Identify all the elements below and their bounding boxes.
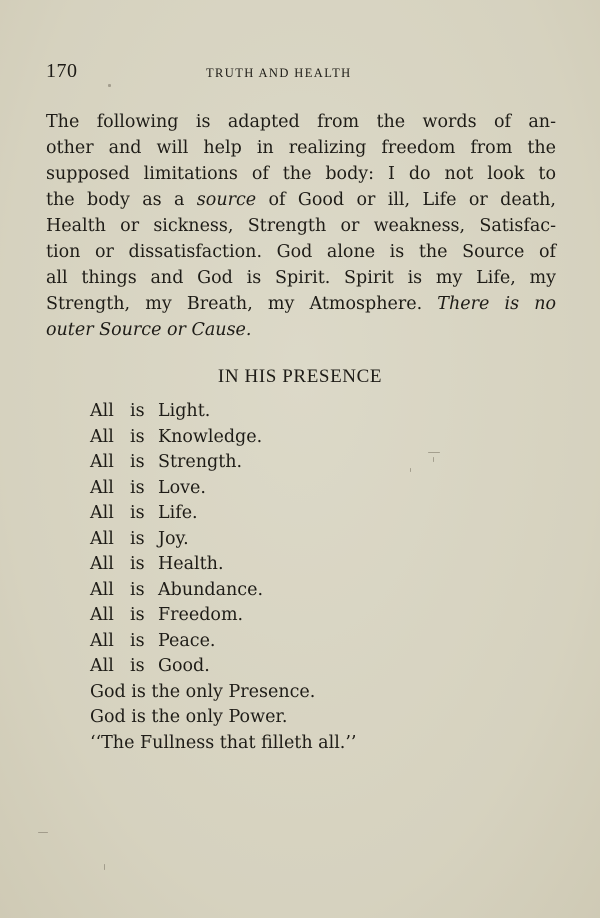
section-heading: IN HIS PRESENCE: [217, 366, 383, 387]
poem-word: is: [130, 605, 145, 625]
poem-word: is: [130, 401, 145, 421]
poem-word: is: [130, 630, 145, 651]
poem-word: Health.: [158, 554, 224, 574]
poem-word: All: [90, 503, 114, 523]
poem-word: Abundance.: [158, 579, 264, 600]
paper-speck: [104, 864, 105, 870]
poem-closing-line: God is the only Power.: [90, 707, 288, 727]
running-head: TRUTH AND HEALTH: [206, 66, 352, 80]
poem-word: All: [90, 452, 114, 472]
poem-line: [90, 425, 356, 451]
poem-word: is: [130, 452, 145, 472]
page-number: 170: [46, 60, 78, 82]
poem-word: All: [90, 630, 114, 651]
poem-word: is: [130, 426, 145, 447]
paragraph-line: [46, 317, 556, 343]
poem-word: All: [90, 426, 114, 447]
paragraph-line: all things and God is Spirit. Spirit is my Life, my: [46, 268, 556, 288]
poem-line: [90, 654, 356, 680]
poem-line: [90, 476, 356, 502]
paragraph-line: supposed limitations of the body: I do not look to: [46, 164, 556, 184]
poem-line: [90, 527, 356, 553]
poem-word: All: [90, 401, 114, 421]
paper-speck: [433, 457, 434, 462]
poem-word: is: [130, 477, 145, 498]
poem-word: All: [90, 656, 114, 676]
poem-line: [90, 552, 356, 578]
paper-speck: [410, 468, 411, 472]
poem-closing-line: God is the only Presence.: [90, 681, 316, 702]
poem-word: Strength.: [158, 452, 243, 472]
paper-speck: [38, 832, 48, 833]
poem-line: [90, 578, 356, 604]
poem-word: Love.: [158, 477, 206, 498]
poem-line: [90, 501, 356, 527]
poem-word: is: [130, 579, 145, 600]
poem-word: Life.: [158, 503, 198, 523]
poem-word: Freedom.: [158, 605, 244, 625]
poem-word: Good.: [158, 656, 210, 676]
page-header: [46, 60, 556, 88]
poem-word: All: [90, 528, 114, 549]
paragraph-line: other and will help in realizing freedom from the: [46, 138, 556, 158]
paragraph-line: Health or sickness, Strength or weakness, Satisfac-: [46, 216, 556, 236]
body-paragraph: [46, 109, 556, 343]
paragraph-text: of Good or ill, Life or death,: [256, 190, 556, 210]
paragraph-line: [46, 291, 556, 317]
paragraph-line: tion or dissatisfaction. God alone is the Source of: [46, 242, 556, 262]
poem-line: [90, 603, 356, 629]
poem-line: [90, 629, 356, 655]
italic-emphasis: outer Source or Cause.: [46, 320, 252, 340]
paragraph-text: the body as a: [46, 190, 197, 210]
poem-word: All: [90, 554, 114, 574]
poem: [90, 399, 356, 756]
poem-word: is: [130, 503, 145, 523]
paper-speck: [108, 84, 111, 87]
paragraph-line: [46, 187, 556, 213]
poem-word: Knowledge.: [158, 426, 263, 447]
poem-word: All: [90, 605, 114, 625]
italic-emphasis: There is no: [437, 294, 557, 314]
poem-word: is: [130, 554, 145, 574]
poem-line: [90, 450, 356, 476]
paper-speck: [428, 452, 440, 453]
poem-word: All: [90, 579, 114, 600]
paragraph-text: Strength, my Breath, my Atmosphere.: [46, 294, 438, 314]
poem-word: Light.: [158, 401, 211, 421]
poem-line: [90, 399, 356, 425]
poem-word: is: [130, 528, 145, 549]
poem-word: Joy.: [158, 528, 189, 549]
poem-word: is: [130, 656, 145, 676]
poem-word: All: [90, 477, 114, 498]
paragraph-line: The following is adapted from the words of an-: [46, 112, 556, 132]
poem-closing-line: ‘‘The Fullness that filleth all.’’: [90, 732, 357, 753]
italic-emphasis: source: [196, 190, 257, 210]
poem-word: Peace.: [158, 630, 216, 651]
